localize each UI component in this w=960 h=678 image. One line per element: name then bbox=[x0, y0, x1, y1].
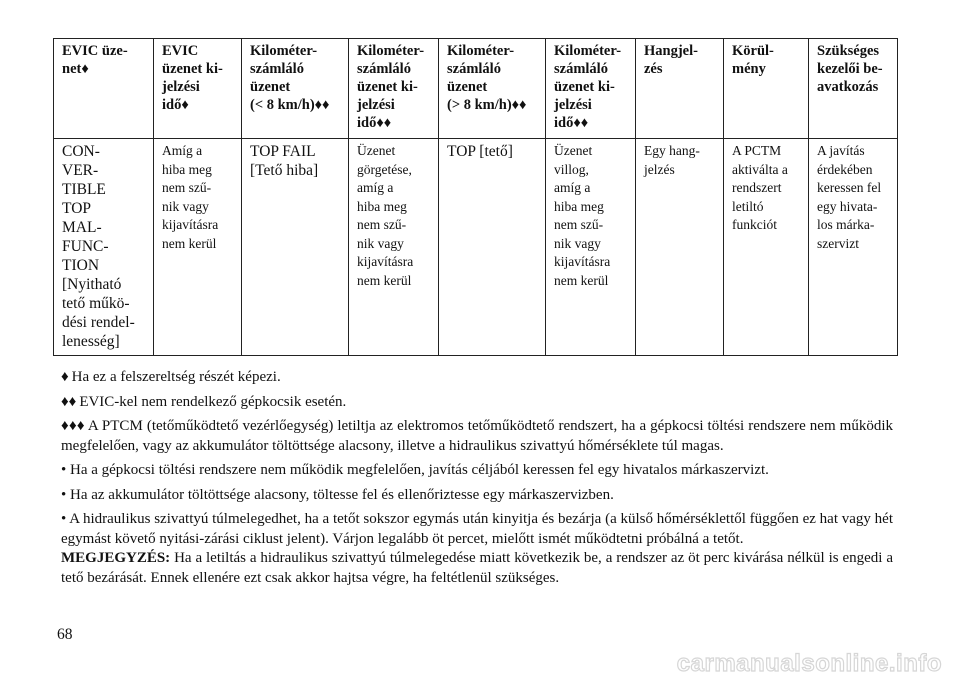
evic-message-table bbox=[53, 38, 898, 356]
cell-odometer-display-time-high-speed: Üzenet villog, amíg a hiba meg nem szű- nik vagy kijavításra nem kerül bbox=[546, 139, 636, 356]
note-text: Ha a letiltás a hidraulikus szivattyú túlmelegedése miatt következik be, a rendszer az öt perc kivárása nélkül is engedi a tető bezárását. Ennek ellenére ezt csak akkor hajtsa végre, ha feltétlenül szükséges. bbox=[61, 550, 893, 586]
page-number: 68 bbox=[57, 626, 73, 643]
table-header-row bbox=[54, 39, 898, 139]
header-condition: Körül- mény bbox=[724, 39, 809, 139]
diamond-symbol: ♦ bbox=[61, 369, 69, 385]
cell-odometer-display-time-low-speed: Üzenet görgetése, amíg a hiba meg nem szű- nik vagy kijavításra nem kerül bbox=[349, 139, 439, 356]
svg-text:carmanualsonline.info: carmanualsonline.info bbox=[676, 650, 942, 677]
header-odometer-message-low-speed: Kilométer- számláló üzenet (< 8 km/h)♦♦ bbox=[242, 39, 349, 139]
footnotes bbox=[61, 368, 893, 593]
cell-odometer-message-low-speed: TOP FAIL [Tető hiba] bbox=[242, 139, 349, 356]
table-row bbox=[54, 139, 898, 356]
header-chime: Hangjel- zés bbox=[636, 39, 724, 139]
cell-odometer-message-high-speed: TOP [tető] bbox=[439, 139, 546, 356]
bullet-hydraulic-pump: • A hidraulikus szivattyú túlmelegedhet, ha a tetőt sokszor egymás után kinyitja és bezárja (a külső hőmérséklettől függően ez hat vagy hét egymást követő nyitási-zárási ciklust jelent). Várjon legalább öt percet, mielőtt ismét működtetni próbálná a tetőt. MEGJEGYZÉS: Ha a letiltás a hidraulikus szivattyú túlmelegedése miatt következik be, a rendszer az öt perc kivárása nélkül is engedi a tető bezárását. Ennek ellenére ezt csak akkor hajtsa végre, ha feltétlenül szükséges. bbox=[61, 511, 893, 586]
cell-condition: A PCTM aktiválta a rendszert letiltó funkciót bbox=[724, 139, 809, 356]
cell-required-action: A javítás érdekében keressen fel egy hivata- los márka- szervizt bbox=[809, 139, 898, 356]
header-odometer-display-time-low-speed: Kilométer- számláló üzenet ki- jelzési idő♦♦ bbox=[349, 39, 439, 139]
footnote-2: ♦♦ EVIC-kel nem rendelkező gépkocsik esetén. bbox=[61, 393, 347, 410]
footnote-1: ♦ Ha ez a felszereltség részét képezi. bbox=[61, 369, 281, 385]
cell-chime: Egy hang- jelzés bbox=[636, 139, 724, 356]
header-evic-display-time: EVIC üzenet ki- jelzési idő♦ bbox=[154, 39, 242, 139]
bullet-battery: • Ha az akkumulátor töltöttsége alacsony, töltesse fel és ellenőriztesse egy márkaszervizben. bbox=[61, 486, 614, 503]
triple-diamond-symbol: ♦♦♦ bbox=[61, 418, 85, 434]
cell-evic-message: CON- VER- TIBLE TOP MAL- FUNC- TION [Nyitható tető műkö- dési rendel- lenesség] bbox=[54, 139, 154, 356]
header-odometer-display-time-high-speed: Kilométer- számláló üzenet ki- jelzési idő♦♦ bbox=[546, 39, 636, 139]
bullet-charging-system: • Ha a gépkocsi töltési rendszere nem működik megfelelően, javítás céljából keressen fel egy hivatalos márkaszervizt. bbox=[61, 462, 769, 478]
watermark-logo bbox=[0, 648, 960, 678]
header-evic-message: EVIC üze- net♦ bbox=[54, 39, 154, 139]
note-label: MEGJEGYZÉS: bbox=[61, 550, 171, 566]
footnote-3: ♦♦♦ A PTCM (tetőműködtető vezérlőegység) letiltja az elektromos tetőműködtető rendszert, ha a gépkocsi töltési rendszere nem működik megfelelően, vagy az akkumulátor töltöttsége alacsony, illetve a hidraulikus szivattyú hőmérséklete túl magas. bbox=[61, 418, 893, 454]
header-odometer-message-high-speed: Kilométer- számláló üzenet (> 8 km/h)♦♦ bbox=[439, 39, 546, 139]
double-diamond-symbol: ♦♦ bbox=[61, 393, 77, 410]
header-required-action: Szükséges kezelői be- avatkozás bbox=[809, 39, 898, 139]
cell-evic-display-time: Amíg a hiba meg nem szű- nik vagy kijavításra nem kerül bbox=[154, 139, 242, 356]
